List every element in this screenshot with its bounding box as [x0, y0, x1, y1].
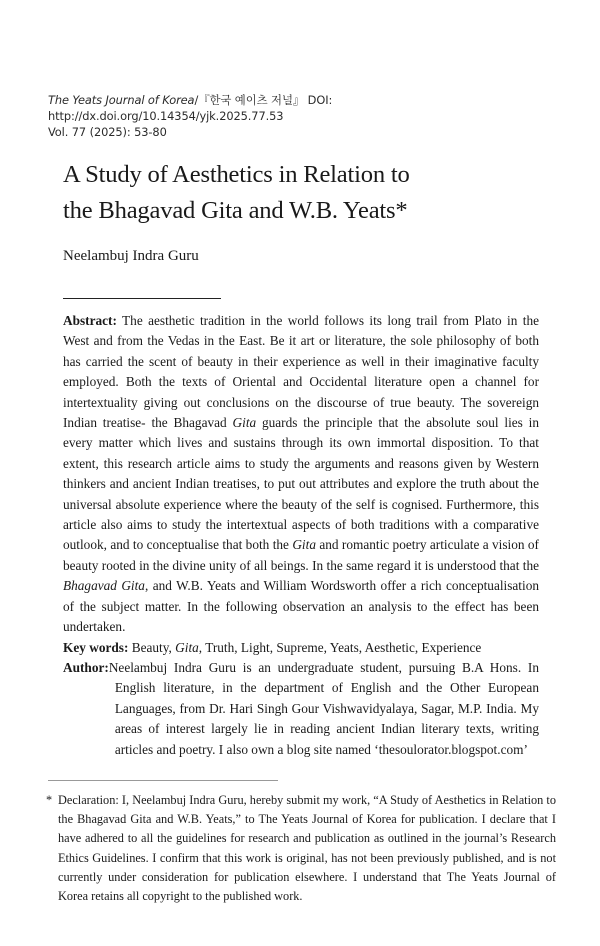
- keywords-text: , Truth, Light, Supreme, Yeats, Aesthetic, Experience: [198, 639, 482, 655]
- abstract-text: and romantic poetry articulate a vision of beauty rooted in the divine unity of all beings. In the same regard it is understood that the: [63, 537, 539, 573]
- title-line-2: the Bhagavad Gita and W.B. Yeats*: [63, 197, 408, 224]
- journal-header: [48, 92, 568, 140]
- abstract-italic-term: Gita: [232, 415, 257, 431]
- author-bio: Neelambuj Indra Guru is an undergraduate student, pursuing B.A Hons. In English literature, in the department of English and the Other European Languages, from Dr. Hari Singh Gour Vishwavidyalaya, Sagar, M.P. India. My areas of interest largely lie in reading ancient Indian literary texts, writing articles and poetry. I also own a blog site named ‘thesoulorator.blogspot.com’: [108, 659, 539, 757]
- keywords-label: Key words:: [63, 639, 129, 655]
- keywords-text: Beauty,: [128, 639, 176, 655]
- abstract-italic-term: Gita: [292, 537, 316, 553]
- abstract-label: Abstract:: [63, 313, 117, 328]
- article-title: [63, 157, 543, 229]
- keywords-italic-term: Gita: [175, 639, 199, 655]
- footnote-mark: *: [46, 793, 53, 807]
- journal-name: The Yeats Journal of Korea: [48, 93, 195, 107]
- title-divider: [63, 298, 221, 299]
- abstract-text: The aesthetic tradition in the world follows its long trail from Plato in the West and from the Vedas in the East. Be it art or literature, the sole philosophy of both has carried the scent of beauty in their experience as well in their imaginative faculty employed. Both the texts of Oriental and Occidental literature open a channel for intertextuality giving out conclusions on the discourse of true beauty. The sovereign Indian treatise- the Bhagavad: [63, 313, 539, 431]
- doi-link[interactable]: DOI: http://dx.doi.org/10.14354/yjk.2025.77.53: [48, 93, 333, 123]
- keywords-paragraph: [63, 638, 539, 658]
- title-line-1: A Study of Aesthetics in Relation to: [63, 161, 410, 188]
- journal-citation-line: [48, 92, 568, 124]
- abstract-paragraph: [63, 311, 539, 638]
- abstract-text: guards the principle that the absolute soul lies in every matter which lives and sustains through its own immortal disposition. To that extent, this research article aims to study the arguments and reasons given by Western thinkers and ancient Indian treatises, to put out attributes and explore the truth about the universal absolute experience where the beauty of the self is cognised. Furthermore, this article also aims to study the intertextual aspects of both traditions with a comparative outlook, and to conceptualise that both the: [63, 415, 540, 553]
- article-front-matter: [63, 311, 539, 760]
- volume-info: Vol. 77 (2025): 53-80: [48, 125, 167, 139]
- abstract-text: , and W.B. Yeats and William Wordsworth offer a rich conceptualisation of the subject matter. In the following observation an analysis to the effect has been undertaken.: [63, 578, 539, 635]
- footnote-text: Declaration: I, Neelambuj Indra Guru, hereby submit my work, “A Study of Aesthetics in Relation to the Bhagavad Gita and W.B. Yeats,” to The Yeats Journal of Korea for publication. I declare that I have adhered to all the guidelines for research and publication as outlined in the journal’s Research Ethics Guidelines. I confirm that this work is original, has not been previously published, and is not currently under consideration for publication elsewhere. I understand that The Yeats Journal of Korea retains all copyright to the published work.: [58, 793, 556, 904]
- footnote-divider: [48, 780, 278, 781]
- abstract-italic-term: Bhagavad Gita: [63, 578, 145, 594]
- author-label: Author:: [63, 659, 109, 675]
- footnote: [46, 791, 556, 906]
- journal-korean-title: /『한국 예이츠 저널』: [194, 93, 305, 107]
- author-bio-block: [63, 658, 539, 760]
- author-name: Neelambuj Indra Guru: [63, 248, 199, 264]
